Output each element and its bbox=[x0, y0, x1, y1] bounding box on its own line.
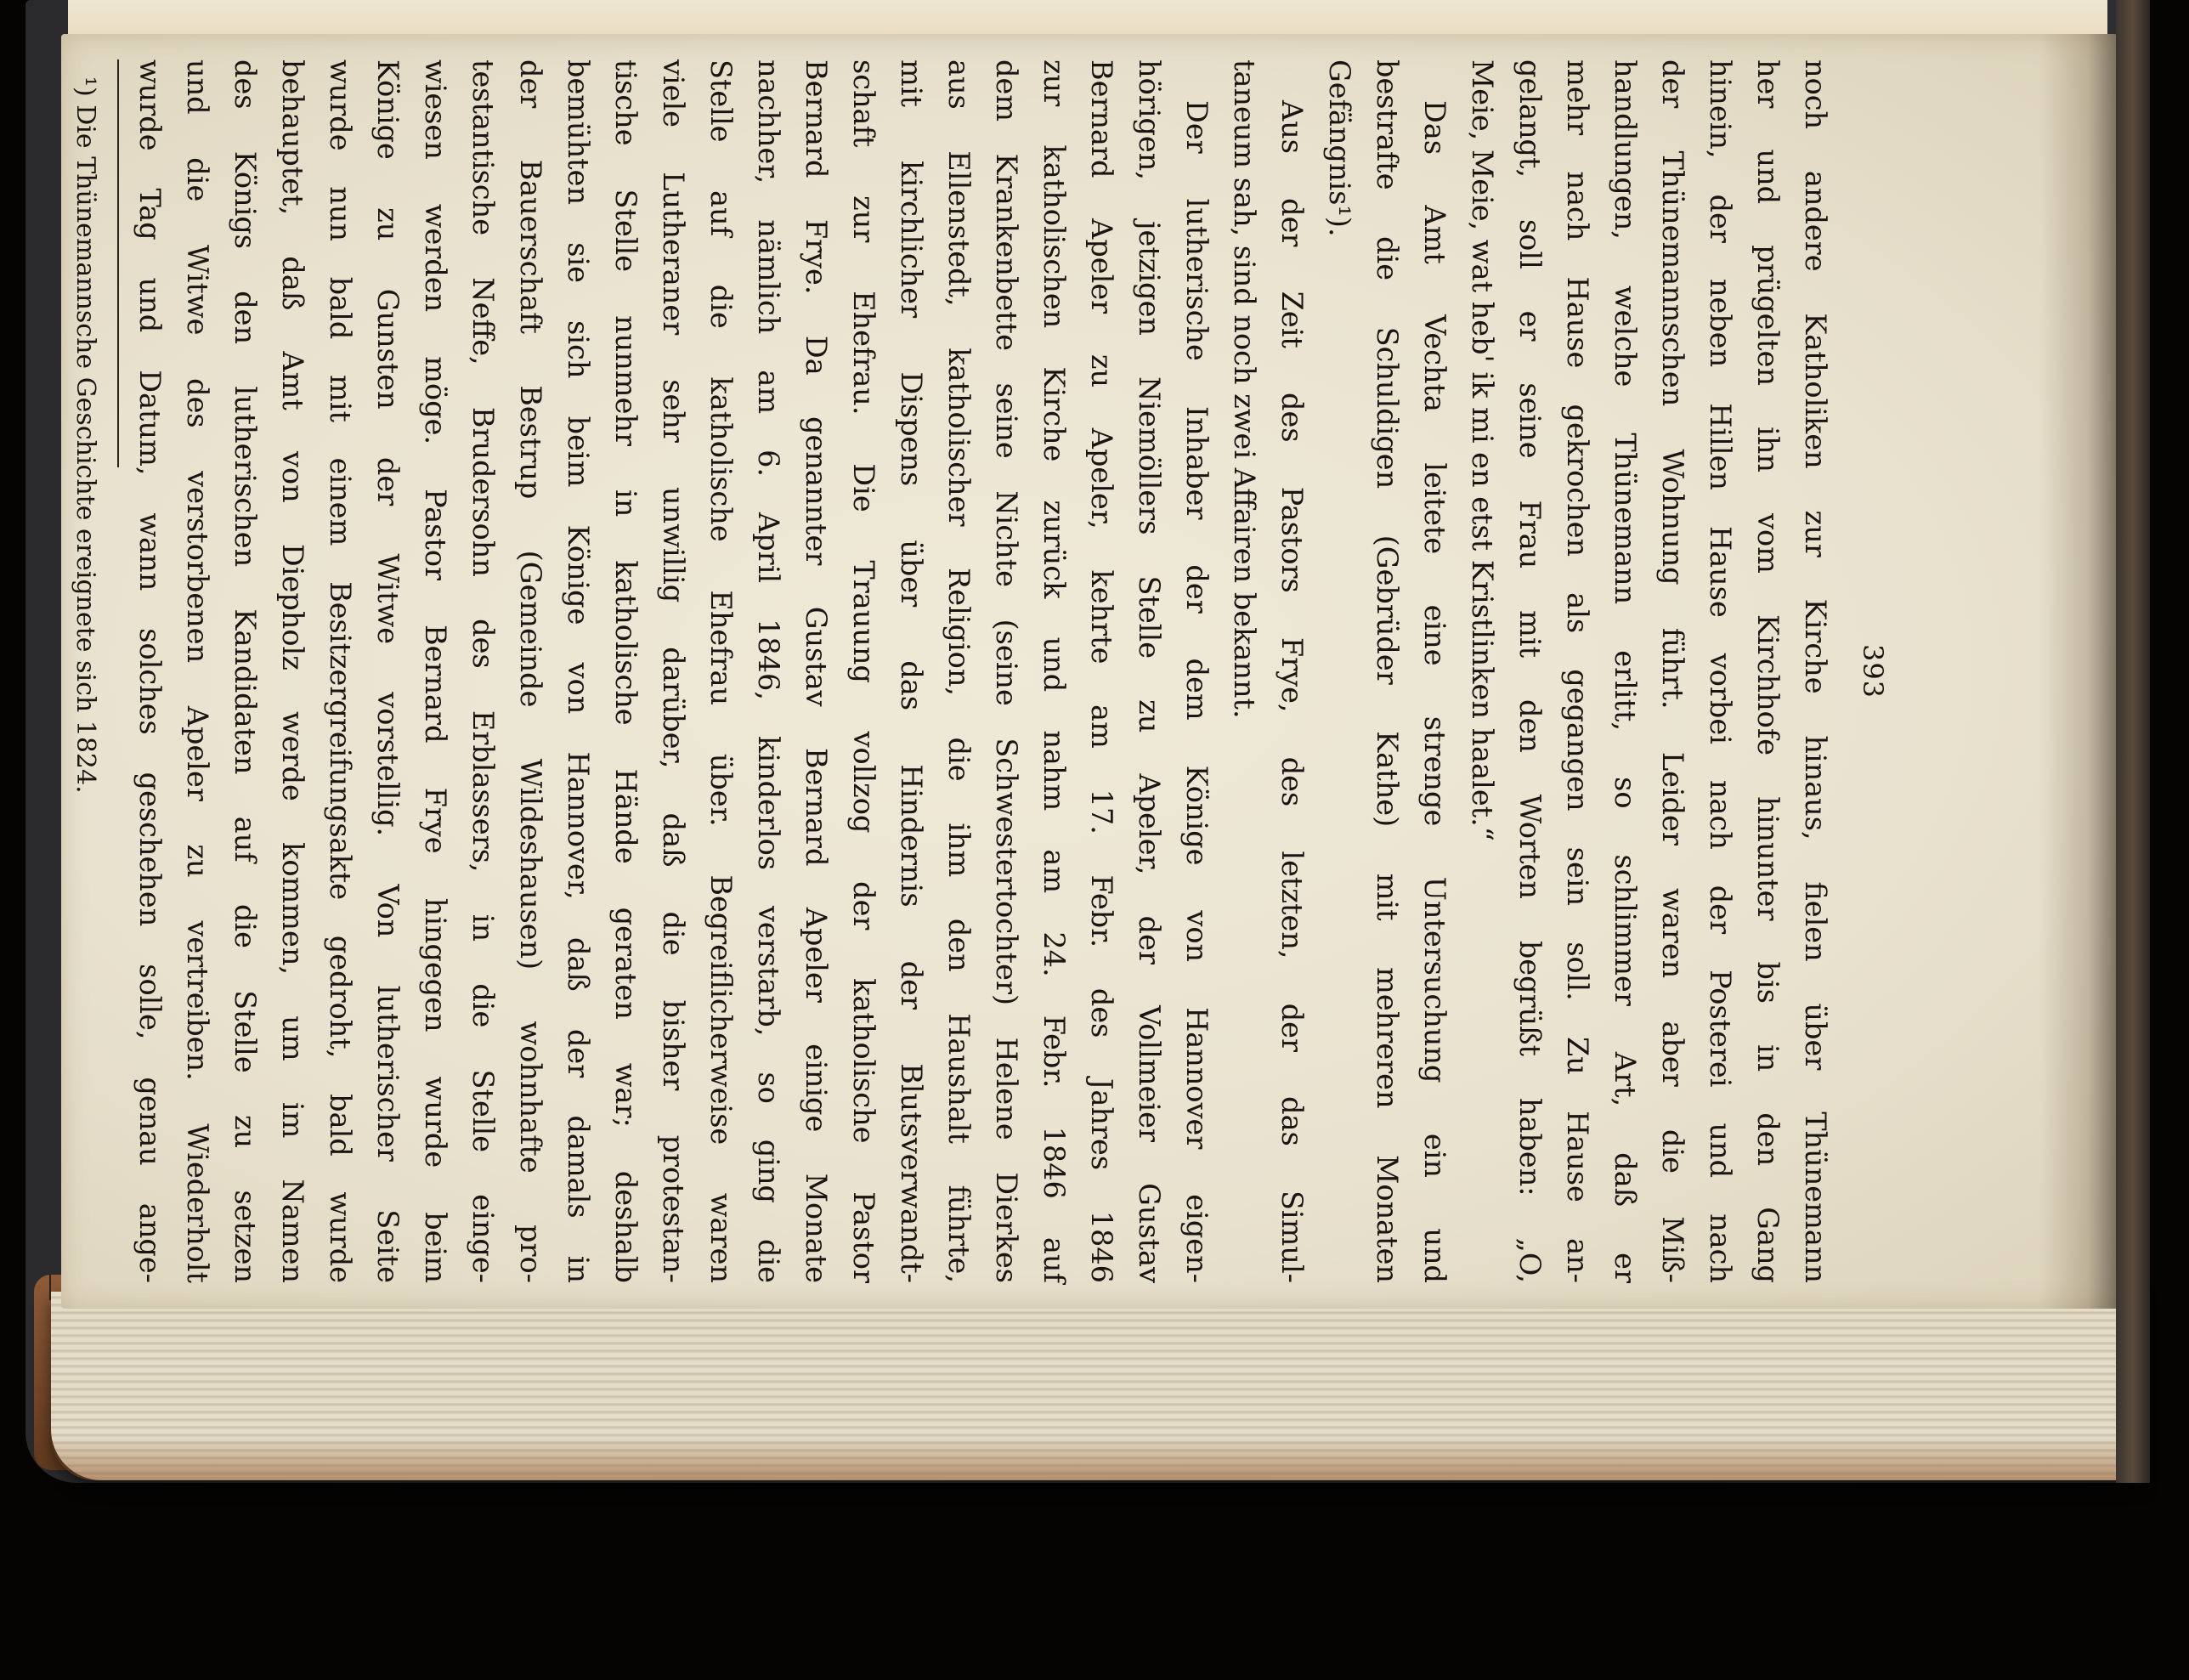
text-line: Gefängnis¹). bbox=[1323, 59, 1356, 237]
text-line: wurde nun bald mit einem Besitzergreifungsakte gedroht, bald wurde bbox=[324, 59, 357, 1283]
text-line: der Thünemannschen Wohnung führt. Leider waren aber die Miß- bbox=[1656, 59, 1689, 1283]
text-line: hörigen, jetzigen Niemöllers Stelle zu Apeler, der Vollmeier Gustav bbox=[1133, 59, 1166, 1283]
text-line: taneum sah, sind noch zwei Affairen bekannt. bbox=[1228, 59, 1261, 719]
text-line: handlungen, welche Thünemann erlitt, so schlimmer Art, daß er bbox=[1609, 59, 1642, 1283]
footnote-rule bbox=[117, 59, 119, 467]
page-gutter bbox=[2039, 34, 2120, 1309]
text-line: mehr nach Hause gekrochen als gegangen sein soll. Zu Hause an- bbox=[1561, 59, 1594, 1283]
text-line: des Königs den lutherischen Kandidaten auf die Stelle zu setzen bbox=[229, 59, 262, 1283]
footnote: ¹) Die Thünemannsche Geschichte ereignete sich 1824. bbox=[71, 76, 100, 794]
text-line: mit kirchlicher Dispens über das Hindernis der Blutsverwandt- bbox=[895, 59, 928, 1283]
text-line: her und prügelten ihn vom Kirchhofe hinunter bis in den Gang bbox=[1751, 59, 1785, 1283]
text-line: dem Krankenbette seine Nichte (seine Schwestertochter) Helene Dierkes bbox=[990, 59, 1023, 1283]
text-line: Könige zu Gunsten der Witwe vorstellig. Von lutherischer Seite bbox=[371, 59, 404, 1283]
text-line: tische Stelle nunmehr in katholische Hände geraten war; deshalb bbox=[609, 59, 642, 1283]
text-line: der Bauerschaft Bestrup (Gemeinde Wildeshausen) wohnhafte pro- bbox=[514, 59, 547, 1283]
body-text bbox=[126, 59, 1839, 1283]
footnote-end-mark bbox=[49, 1275, 51, 1300]
text-line: zur katholischen Kirche zurück und nahm am 24. Febr. 1846 auf bbox=[1038, 59, 1071, 1283]
text-line: Bernard Apeler zu Apeler, kehrte am 17. Febr. des Jahres 1846 bbox=[1085, 59, 1118, 1283]
page-text-block bbox=[71, 59, 1890, 1283]
text-line: wurde Tag und Datum, wann solches geschehen solle, genau ange- bbox=[133, 59, 167, 1283]
text-line: wiesen werden möge. Pastor Bernard Frye hingegen wurde beim bbox=[419, 59, 452, 1283]
text-line: Bernard Frye. Da genannter Gustav Bernard Apeler einige Monate bbox=[800, 59, 833, 1283]
text-line: Stelle auf die katholische Ehefrau über. Begreiflicherweise waren bbox=[704, 59, 738, 1283]
text-line: Das Amt Vechta leitete eine strenge Untersuchung ein und bbox=[1418, 100, 1451, 1283]
text-line: gelangt, soll er seine Frau mit den Worten begrüßt haben: „O, bbox=[1513, 59, 1547, 1283]
text-line: bestrafte die Schuldigen (Gebrüder Kathe) mit mehreren Monaten bbox=[1371, 59, 1404, 1283]
text-line: aus Ellenstedt, katholischer Religion, die ihm den Haushalt führte, bbox=[942, 59, 976, 1283]
text-line: nachher, nämlich am 6. April 1846, kinderlos verstarb, so ging die bbox=[752, 59, 785, 1283]
text-line: Meie, Meie, wat heb' ik mi en etst Kristlinken haalet.“ bbox=[1466, 59, 1499, 841]
text-line: Der lutherische Inhaber der dem Könige von Hannover eigen- bbox=[1180, 100, 1213, 1283]
text-line: Aus der Zeit des Pastors Frye, des letzten, der das Simul- bbox=[1276, 100, 1309, 1283]
page-number: 393 bbox=[1857, 643, 1889, 699]
text-line: viele Lutheraner sehr unwillig darüber, daß die bisher protestan- bbox=[657, 59, 690, 1283]
page-edges-shadow bbox=[51, 1436, 2141, 1480]
text-line: bemühten sie sich beim Könige von Hannover, daß der damals in bbox=[562, 59, 595, 1283]
text-line: schaft zur Ehefrau. Die Trauung vollzog der katholische Pastor bbox=[847, 59, 880, 1283]
text-line: hinein, der neben Hillen Hause vorbei nach der Posterei und nach bbox=[1704, 59, 1737, 1283]
text-line: und die Witwe des verstorbenen Apeler zu vertreiben. Wiederholt bbox=[181, 59, 214, 1283]
text-line: behauptet, daß Amt von Diepholz werde kommen, um im Namen bbox=[276, 59, 309, 1283]
book-spine bbox=[2116, 0, 2150, 1483]
text-line: testantische Neffe, Brudersohn des Erblassers, in die Stelle einge- bbox=[467, 59, 500, 1283]
text-line: noch andere Katholiken zur Kirche hinaus, fielen über Thünemann bbox=[1799, 59, 1832, 1283]
